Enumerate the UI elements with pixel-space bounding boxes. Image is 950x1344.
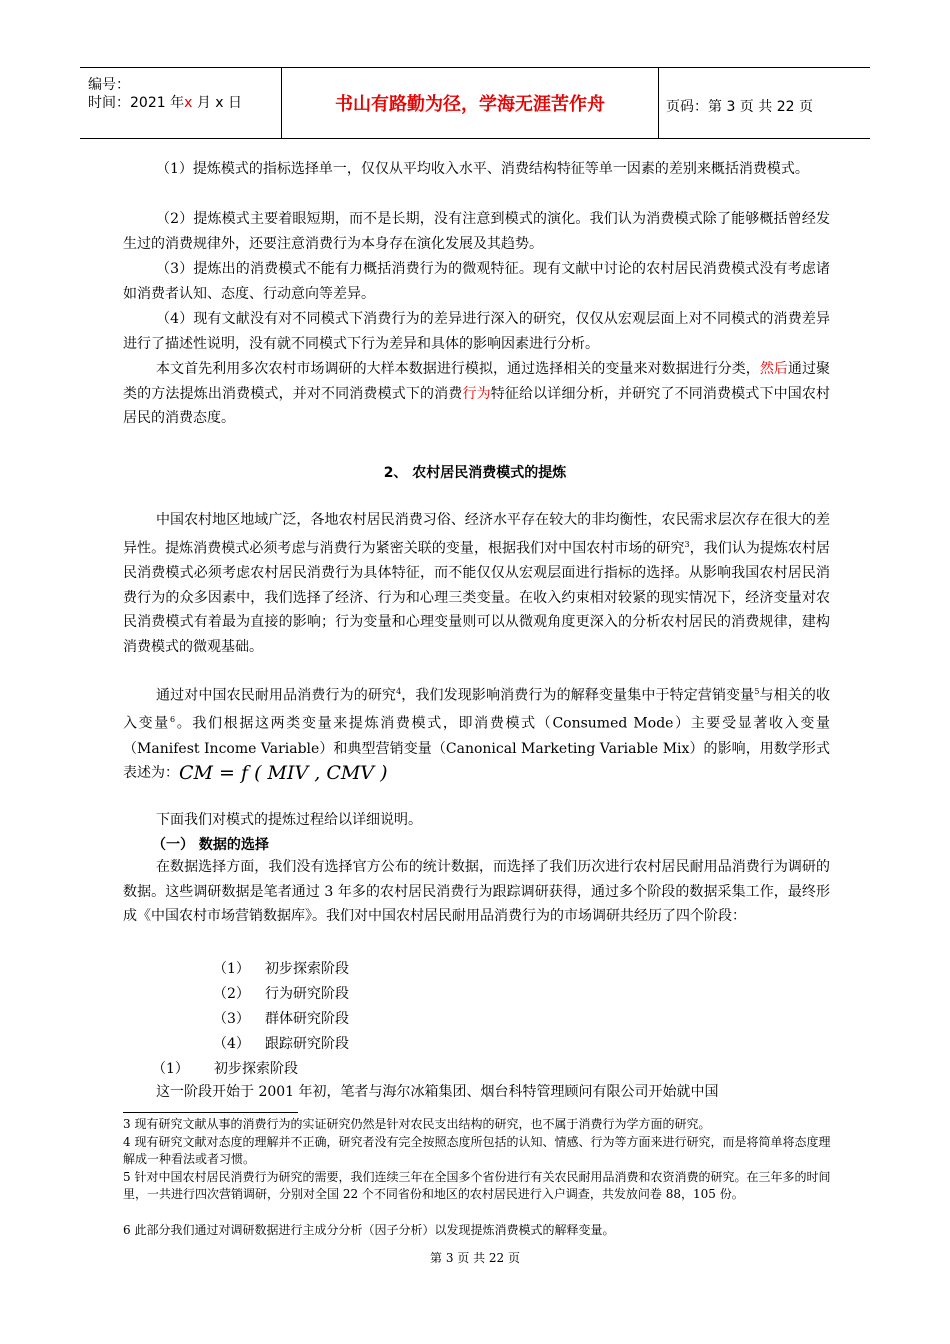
footnote-ref-3[interactable]: 3 bbox=[684, 539, 690, 549]
stage-num: （2） bbox=[213, 986, 250, 1002]
stage-num: （3） bbox=[213, 1011, 250, 1027]
stage-label: 跟踪研究阶段 bbox=[265, 1036, 349, 1052]
stage-label: 行为研究阶段 bbox=[265, 986, 349, 1002]
paragraph-10: 这一阶段开始于 2001 年初，笔者与海尔冰箱集团、烟台科特管理顾问有限公司开始就中国 bbox=[156, 1084, 719, 1100]
time-label: 时间： bbox=[88, 95, 130, 111]
code-label: 编号： bbox=[88, 77, 130, 93]
paragraph-1: （1）提炼模式的指标选择单一，仅仅从平均收入水平、消费结构特征等单一因素的差别来概括消费模式。 bbox=[156, 161, 809, 177]
footnote-ref-4[interactable]: 4 bbox=[396, 687, 402, 696]
header-meta bbox=[80, 68, 282, 138]
page-header bbox=[80, 67, 870, 139]
paragraph-3: （3）提炼出的消费模式不能有力概括消费行为的微观特征。现有文献中讨论的农村居民消费模式没有考虑诸如消费者认知、态度、行动意向等差异。 bbox=[123, 261, 830, 302]
stage1-num: （1） bbox=[152, 1061, 189, 1077]
paragraph-5 bbox=[123, 357, 830, 431]
stage-item bbox=[213, 1033, 349, 1053]
p5-text-b: 通过聚类的方法提炼出消费模式，并对不同消费模式下的消费 bbox=[123, 361, 831, 402]
paragraph-9: 在数据选择方面，我们没有选择官方公布的统计数据，而选择了我们历次进行农村居民耐用品消费行为调研的数据。这些调研数据是笔者通过 3 年多的农村居民消费行为跟踪调研获得，通过多个阶段的数据采集工作，最终形成《中国农村市场营销数据库》。我们对中国农村居民耐用品消费行为的市场调研共经历了四个阶段： bbox=[123, 859, 830, 925]
p6-text-a: 中国农村地区地域广泛，各地农村居民消费习俗、经济水平存在较大的非均衡性，农民需求层次存在很大的差异性。提炼消费模式必须考虑与消费行为紧密关联的变量，根据我们对中国农村市场的研究 bbox=[123, 512, 830, 557]
footnote-3: 3 现有研究文献从事的消费行为的实证研究仍然是针对农民支出结构的研究，也不属于消费行为学方面的研究。 bbox=[123, 1117, 711, 1131]
stage-item bbox=[213, 1008, 349, 1028]
footnote-6: 6 此部分我们通过对调研数据进行主成分分析（因子分析）以发现提炼消费模式的解释变量。 bbox=[123, 1223, 615, 1237]
time-month-x: x bbox=[184, 95, 193, 111]
paragraph-2: （2）提炼模式主要着眼短期，而不是长期，没有注意到模式的演化。我们认为消费模式除了能够概括曾经发生过的消费规律外，还要注意消费行为本身存在演化发展及其趋势。 bbox=[123, 211, 830, 252]
paragraph-4: （4）现有文献没有对不同模式下消费行为的差异进行深入的研究，仅仅从宏观层面上对不同模式的消费差异进行了描述性说明，没有就不同模式下行为差异和具体的影响因素进行分析。 bbox=[123, 311, 830, 352]
p5-text-c: 特征给以详细分析，并研究了不同消费模式下中国农村居民的消费态度。 bbox=[123, 385, 831, 427]
footnote-5: 5 针对中国农村居民消费行为研究的需要，我们连续三年在全国多个省份进行有关农民耐用品消费和农资消费的研究。在三年多的时间里，一共进行四次营销调研，分别对全国 22 个不同省份和地区的农村居民进行入户调查，共发放问卷 88，105 份。 bbox=[123, 1170, 831, 1201]
p7-text-a: 通过对中国农民耐用品消费行为的研究 bbox=[156, 687, 397, 704]
p5-highlight-1: 然后 bbox=[759, 361, 788, 377]
stage-num: （4） bbox=[213, 1036, 250, 1052]
footnote-4: 4 现有研究文献对态度的理解并不正确，研究者没有完全按照态度所包括的认知、情感、行为等方面来进行研究，而是将简单将态度理解成一种看法或者习惯。 bbox=[123, 1135, 831, 1166]
header-motto: 书山有路勤为径，学海无涯苦作舟 bbox=[282, 68, 659, 138]
page-footer: 第 3 页 共 22 页 bbox=[430, 1251, 520, 1265]
p5-highlight-2: 行为 bbox=[462, 385, 491, 402]
stage1-heading bbox=[152, 1058, 298, 1078]
stage-item bbox=[213, 958, 349, 978]
paragraph-6 bbox=[123, 508, 830, 660]
formula: CM = f ( MIV , CMV ) bbox=[179, 762, 388, 785]
time-day: 日 bbox=[223, 95, 243, 111]
footnote-ref-6[interactable]: 6 bbox=[169, 715, 176, 725]
paragraph-8: 下面我们对模式的提炼过程给以详细说明。 bbox=[156, 812, 422, 828]
p7-text-c: 与相关的收入变量 bbox=[123, 687, 831, 733]
time-line bbox=[88, 92, 242, 112]
time-day-x: x bbox=[210, 95, 224, 111]
time-month: 月 bbox=[192, 95, 211, 111]
stage-item bbox=[213, 983, 349, 1003]
stage-label: 初步探索阶段 bbox=[265, 961, 349, 977]
footnote-ref-5[interactable]: 5 bbox=[754, 687, 760, 696]
time-year: 2021 年 bbox=[130, 95, 185, 111]
stage-label: 群体研究阶段 bbox=[265, 1011, 349, 1027]
stage1-label: 初步探索阶段 bbox=[214, 1061, 298, 1077]
p7-text-d: 。我们根据这两类变量来提炼消费模式，即消费模式（Consumed Mode）主要受显著收入变量（Manifest Income Variable）和典型营销变量（Canonical Marketing Variable Mix）的影响，用数学形式表述为： bbox=[123, 716, 830, 782]
p6-text-b: ，我们认为提炼农村居民消费模式必须考虑农村居民消费行为具体特征，而不能仅仅从宏观层面进行指标的选择。从影响我国农村居民消费行为的众多因素中，我们选择了经济、行为和心理三类变量。在收入约束相对较紧的现实情况下，经济变量对农民消费模式有着最为直接的影响；行为变量和心理变量则可以从微观角度更深入的分析农村居民的消费规律，建构消费模式的微观基础。 bbox=[123, 540, 831, 656]
p5-text-a: 本文首先利用多次农村市场调研的大样本数据进行模拟，通过选择相关的变量来对数据进行分类， bbox=[156, 361, 760, 377]
paragraph-7 bbox=[123, 680, 830, 786]
stage-num: （1） bbox=[213, 961, 250, 977]
p7-text-b: ，我们发现影响消费行为的解释变量集中于特定营销变量 bbox=[401, 687, 755, 704]
subsection-heading-1: （一） 数据的选择 bbox=[152, 837, 269, 853]
header-page-info: 页码：第 3 页 共 22 页 bbox=[666, 99, 813, 115]
section-heading-2: 2、 农村居民消费模式的提炼 bbox=[383, 465, 567, 481]
footnote-separator bbox=[123, 1112, 298, 1113]
